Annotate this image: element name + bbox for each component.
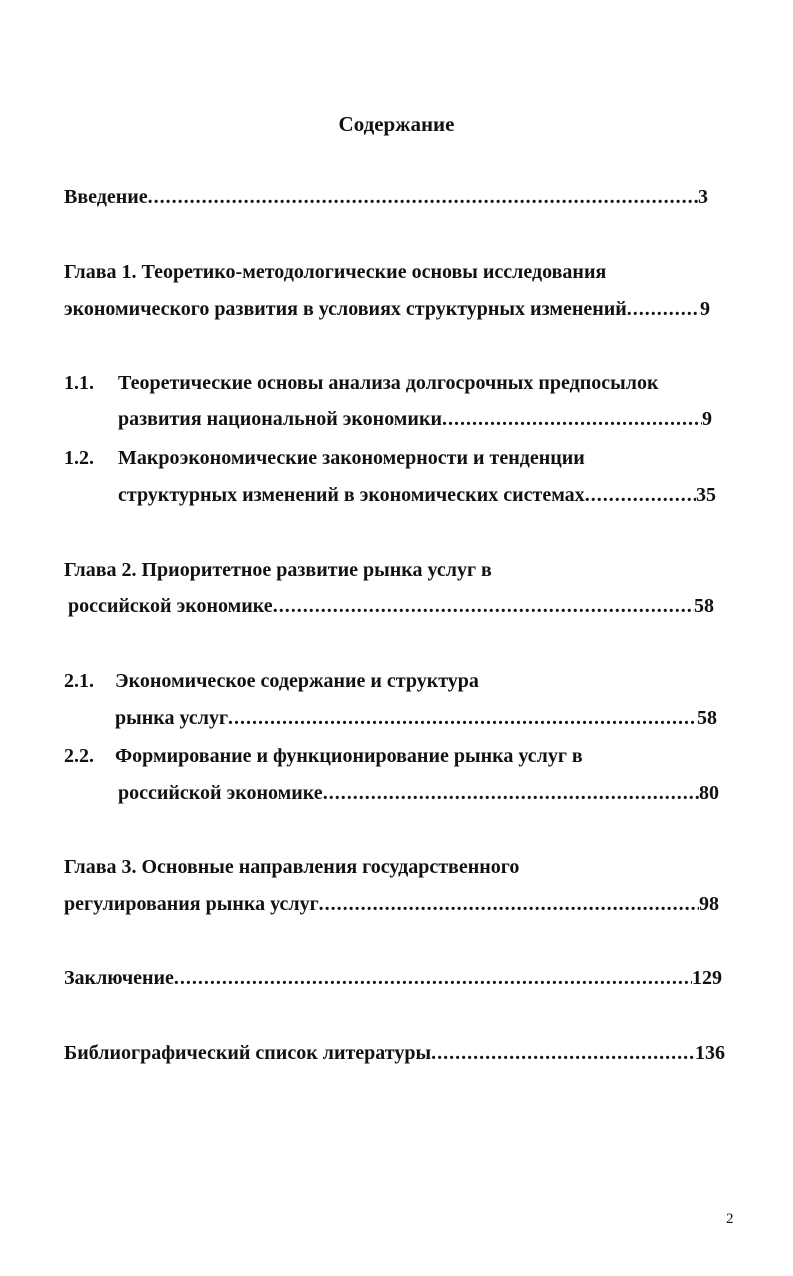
toc-entry-section-1-1 — [118, 407, 712, 431]
toc-section-2-1-title: Экономическое содержание и структура — [115, 670, 479, 692]
toc-section-2-2-title: Формирование и функционирование рынка услуг в — [115, 745, 583, 767]
toc-page-number: 98 — [699, 893, 719, 915]
leader-dots — [323, 781, 699, 805]
toc-section-1-1-title: Теоретические основы анализа долгосрочных предпосылок — [118, 372, 659, 394]
toc-page-number: 58 — [697, 707, 717, 729]
toc-page-number: 129 — [692, 967, 722, 989]
toc-chapter-2-title: Глава 2. Приоритетное развитие рынка услуг в — [64, 559, 492, 581]
toc-entry-text: структурных изменений в экономических системах — [118, 484, 585, 506]
toc-chapter-3-title: Глава 3. Основные направления государственного — [64, 856, 520, 878]
leader-dots — [442, 407, 702, 431]
toc-chapter-1-title: Глава 1. Теоретико-методологические основы исследования — [64, 261, 607, 283]
leader-dots — [627, 297, 700, 321]
leader-dots — [585, 483, 696, 507]
toc-page-number: 9 — [702, 408, 712, 430]
toc-entry-conclusion — [64, 966, 722, 990]
page-number: 2 — [726, 1211, 734, 1227]
toc-section-number: 2.1. — [64, 670, 94, 692]
leader-dots — [228, 706, 697, 730]
toc-entry-text: рынка услуг — [115, 707, 229, 729]
toc-entry-chapter-1 — [64, 297, 710, 321]
toc-page-number: 80 — [699, 782, 719, 804]
toc-entry-section-2-2 — [118, 781, 719, 805]
toc-page-number: 136 — [695, 1042, 725, 1064]
leader-dots — [174, 966, 692, 990]
toc-page-number: 58 — [694, 595, 714, 617]
toc-section-number: 1.1. — [64, 372, 94, 394]
toc-section-number: 2.2. — [64, 745, 94, 767]
toc-entry-section-2-1 — [115, 706, 717, 730]
toc-entry-text: экономического развития в условиях структурных изменений — [64, 298, 627, 320]
toc-entry-text: Библиографический список литературы — [64, 1042, 432, 1064]
toc-entry-text: российской экономике — [118, 782, 323, 804]
toc-entry-text: регулирования рынка услуг — [64, 893, 319, 915]
toc-entry-text: Заключение — [64, 967, 174, 989]
toc-section-number: 1.2. — [64, 447, 94, 469]
leader-dots — [431, 1041, 695, 1065]
toc-entry-chapter-2 — [68, 594, 714, 618]
toc-page-number: 9 — [700, 298, 710, 320]
toc-entry-text: Введение — [64, 186, 148, 208]
toc-page-number: 35 — [696, 484, 716, 506]
toc-entry-intro — [64, 185, 708, 209]
leader-dots — [273, 594, 694, 618]
toc-entry-text: развития национальной экономики — [118, 408, 443, 430]
toc-page-number: 3 — [698, 186, 708, 208]
leader-dots — [148, 185, 698, 209]
toc-section-1-2-title: Макроэкономические закономерности и тенденции — [118, 447, 585, 469]
toc-entry-chapter-3 — [64, 892, 719, 916]
toc-entry-bibliography — [64, 1041, 725, 1065]
toc-entry-section-1-2 — [118, 483, 716, 507]
leader-dots — [319, 892, 699, 916]
page-title: Содержание — [338, 112, 455, 136]
toc-entry-text: российской экономике — [68, 595, 273, 617]
